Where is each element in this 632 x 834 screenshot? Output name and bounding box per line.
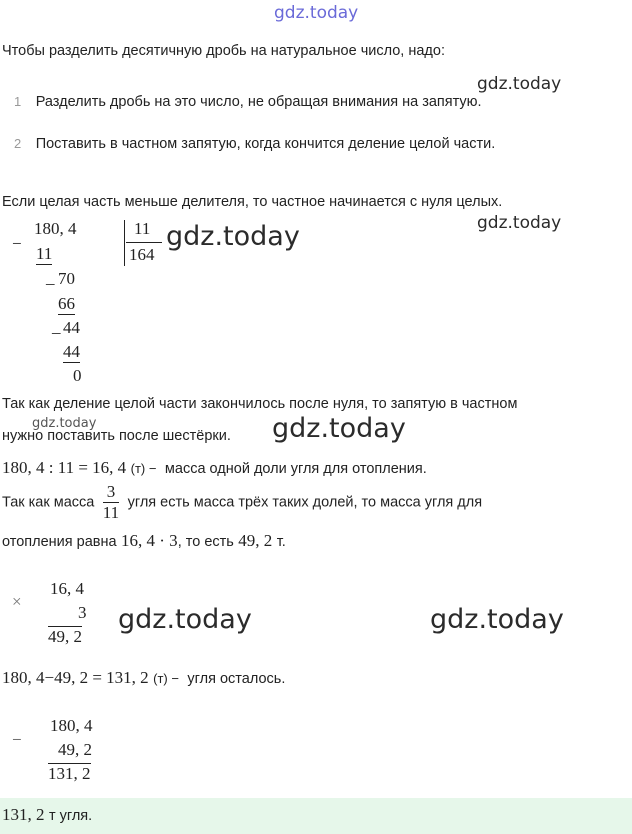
- equation-expr: 49, 2: [238, 531, 273, 550]
- factor: 16, 4: [50, 579, 84, 598]
- factor: 3: [78, 603, 87, 622]
- dividend: 180, 4: [34, 219, 77, 238]
- equation-3: [2, 668, 285, 688]
- divisor-bar: [124, 220, 125, 266]
- equation-text: , то есть: [177, 534, 234, 550]
- header-logo[interactable]: gdz.today: [274, 3, 359, 23]
- answer-value: 131, 2: [2, 805, 45, 824]
- mass-line: [2, 482, 482, 523]
- comma-note: Так как деление целой части закончилось после нуля, то запятую в частном: [2, 396, 518, 412]
- multiply-sign: ×: [12, 592, 22, 611]
- watermark: gdz.today: [118, 604, 252, 635]
- division-row: 44: [63, 342, 80, 361]
- division-row: 0: [73, 366, 82, 385]
- divisor: 11: [134, 219, 151, 238]
- fraction-numerator: 3: [106, 482, 116, 501]
- minuend: 180, 4: [50, 716, 93, 735]
- mass-text: Так как масса: [2, 494, 95, 511]
- division-row: 66: [58, 294, 75, 313]
- answer-bar: [0, 798, 632, 834]
- fraction-denominator: 11: [102, 503, 120, 522]
- equation-expr: 180, 4 : 11 = 16, 4: [2, 458, 127, 477]
- mass-text: угля есть масса трёх таких долей, то масса угля для: [127, 494, 483, 511]
- difference: 131, 2: [48, 764, 91, 783]
- step-item: [14, 93, 482, 111]
- division-minus: _: [46, 268, 55, 287]
- watermark: gdz.today: [166, 221, 300, 252]
- subtract-sign: −: [12, 730, 22, 749]
- zero-note: Если целая часть меньше делителя, то частное начинается с нуля целых.: [2, 194, 503, 210]
- step-number: 1: [14, 94, 22, 109]
- equation-text: отопления равна: [2, 534, 117, 550]
- comma-note: нужно поставить после шестёрки.: [2, 428, 231, 444]
- product: 49, 2: [48, 627, 82, 646]
- watermark: gdz.today: [477, 74, 562, 94]
- intro-text: Чтобы разделить десятичную дробь на натуральное число, надо:: [2, 43, 445, 59]
- subtrahend: 49, 2: [58, 740, 92, 759]
- step-text: Поставить в частном запятую, когда кончится деление целой части.: [35, 136, 496, 152]
- quotient-line: [126, 242, 162, 243]
- equation-2: [2, 531, 286, 551]
- division-row: 11: [36, 244, 53, 263]
- watermark: gdz.today: [32, 416, 97, 431]
- division-row: 70: [58, 269, 75, 288]
- equation-unit: т.: [276, 534, 286, 550]
- equation-text: масса одной доли угля для отопления.: [164, 461, 427, 477]
- division-minus: _: [52, 317, 61, 336]
- fraction: [103, 482, 119, 523]
- quotient: 164: [129, 245, 155, 264]
- answer-text: т угля.: [48, 808, 93, 824]
- step-item: [14, 135, 495, 153]
- watermark: gdz.today: [272, 413, 406, 444]
- watermark: gdz.today: [430, 604, 564, 635]
- equation-1: [2, 458, 427, 478]
- step-text: Разделить дробь на это число, не обращая внимания на запятую.: [35, 94, 482, 110]
- equation-unit: (т) −: [153, 671, 179, 686]
- equation-expr: 180, 4−49, 2 = 131, 2: [2, 668, 149, 687]
- step-number: 2: [14, 136, 22, 151]
- equation-expr: 16, 4 · 3: [121, 531, 178, 550]
- watermark: gdz.today: [477, 213, 562, 233]
- division-sign: −: [12, 234, 22, 253]
- equation-text: угля осталось.: [187, 671, 286, 687]
- equation-unit: (т) −: [130, 461, 157, 476]
- answer: [2, 805, 92, 825]
- division-row: 44: [63, 318, 80, 337]
